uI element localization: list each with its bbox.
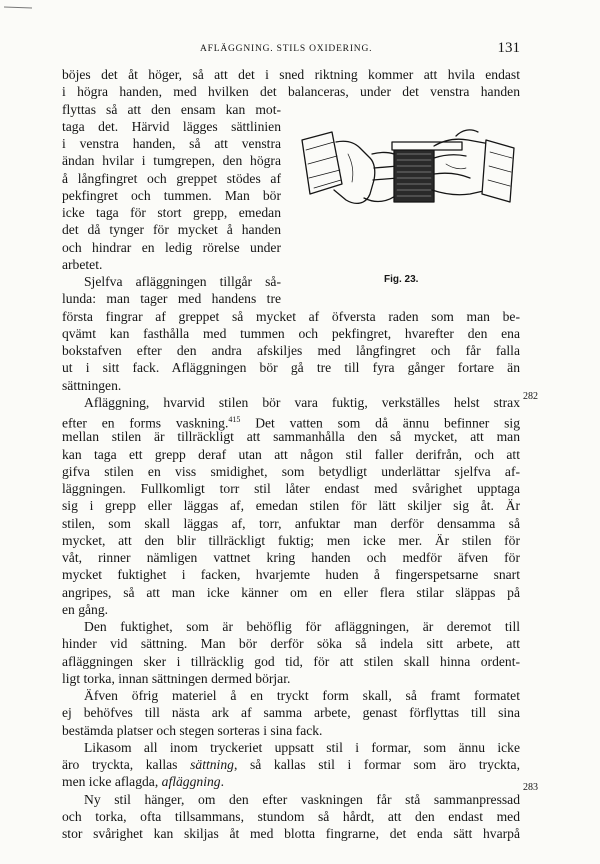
text-line: sig i grepp eller läggas af, emedan stilen för lätt skiljer sig åt. Är [62, 498, 520, 514]
text-line: afläggningen sker i tillräcklig god tid, för att stilen skall hinna ordent- [62, 653, 520, 669]
text-line: angripes, så att man icke känner om en eller flera stilar släppas på [62, 584, 520, 600]
margin-number: 283 [523, 782, 538, 793]
text-line: stilen, som skall läggas af, torr, anfuktar man derför densamma så [62, 515, 520, 531]
figure [294, 124, 520, 296]
text-line: Äfven öfrig materiel å en tryckt form skall, så framt formatet [84, 688, 520, 703]
text-line: i högra handen, med hvilken det balanceras, under det venstra handen [62, 84, 520, 100]
text-line: och hindrar en ledig rörelse under [62, 239, 281, 255]
text-segment: . [220, 774, 224, 790]
term-sattning: sättning [190, 757, 234, 772]
text-line: mycket fuktighet i facken, hvarjemte huden å fingerspetsarne snart [62, 567, 520, 583]
text-line: ej behöfves till nästa ark af samma arbete, genast förflyttas till sina [62, 705, 520, 721]
text-line: böjes det åt höger, så att det i sned riktning kommer att hvila endast [62, 67, 520, 82]
text-line: flyttas så att den ensam kan mot- [62, 101, 281, 117]
text-line: hinder vid sättning. Man bör derför söka så indela sitt arbete, att [62, 636, 520, 652]
text-line: och torka, ofta tillsammans, stundom så hårdt, att den endast med [62, 808, 520, 824]
text-line: å långfingret och greppet stödes af [62, 170, 281, 186]
text-line: läggningen. Fullkomligt torr stil låter endast med svårighet upptaga [62, 481, 520, 496]
text-segment: , så kallas stil i formar som äro tryckta, [233, 757, 520, 772]
text-line: första fingrar af greppet så mycket af öfversta raden som man be- [62, 308, 520, 324]
text-segment: men icke aflagda, [62, 774, 159, 790]
text-line: Likasom all inom tryckeriet uppsatt stil i formar, som ännu icke [84, 739, 520, 755]
text-line: Sjelfva afläggningen tillgår så- [84, 274, 281, 289]
hands-holding-type-line-icon [294, 124, 520, 270]
text-line: gifva stilen en viss smidighet, som betydligt underlättar sjelfva af- [62, 463, 520, 479]
corner-mark-icon [4, 6, 34, 10]
text-line [62, 756, 520, 773]
text-segment: Det vatten som då ännu befinner sig [255, 415, 520, 431]
margin-number: 282 [523, 391, 538, 402]
text-segment: efter en forms vaskning. [62, 415, 229, 431]
figure-caption: Fig. 23. [384, 274, 419, 285]
text-line: det då tynger för mycket å handen [62, 222, 281, 238]
running-header [62, 42, 520, 58]
text-line: qvämt kan fasthålla med tummen och pekfingret, hvarefter den ena [62, 325, 520, 341]
text-line: Afläggning, hvarvid stilen bör vara fuktig, verkställes helst strax [84, 394, 520, 410]
text-line: våt, rinner nämligen vattnet kring handen och medför äfven för [62, 550, 520, 565]
text-line: sättningen. [62, 377, 122, 393]
text-line: Ny stil hänger, om den efter vaskningen får stå sammanpressad [84, 791, 520, 807]
text-line: bokstafven efter den andra afskiljes med långfingret och får falla [62, 343, 520, 358]
text-line: pekfingret och tummen. Man bör [62, 187, 281, 203]
text-line: taga det. Härvid lägges sättlinien [62, 118, 281, 134]
text-line [62, 773, 520, 790]
text-line: arbetet. [62, 256, 103, 272]
text-line: en gång. [62, 601, 109, 617]
text-line: ligt torka, innan sättningen dermed börjar. [62, 670, 291, 686]
term-aflaggning: afläggning [161, 774, 221, 790]
text-line: ut i sitt fack. Afläggningen bör gå tre till fyra gånger fortare än [62, 360, 520, 376]
text-line: lunda: man tager med handens tre [62, 291, 281, 307]
text-line: ändan hvilar i tumgrepen, den högra [62, 153, 281, 169]
text-line: kan taga ett grepp deraf utan att någon stil faller derifrån, och att [62, 446, 520, 462]
text-line: mycket, att den blir tillräckligt fuktig; men icke mer. Är stilen för [62, 532, 520, 548]
text-line: i venstra handen, så att venstra [62, 136, 281, 151]
text-line: stor svårighet kan skiljas åt med blotta fingrarne, det enda sätt hvarpå [62, 826, 520, 841]
running-head: AFLÄGGNING. STILS OXIDERING. [200, 44, 373, 54]
text-line: bestämda platser och stegen sorteras i sina fack. [62, 722, 323, 738]
text-segment: äro tryckta, kallas [62, 757, 178, 772]
text-line [62, 411, 520, 431]
text-line: Den fuktighet, som är behöflig för afläggningen, är deremot till [84, 619, 520, 634]
text-line: mellan stilen är tillräckligt att sammanhålla den så mycket, att man [62, 429, 520, 445]
page-number: 131 [497, 40, 520, 56]
footnote-reference: 415 [228, 415, 241, 424]
text-line: icke taga för stort grepp, emedan [62, 205, 281, 220]
